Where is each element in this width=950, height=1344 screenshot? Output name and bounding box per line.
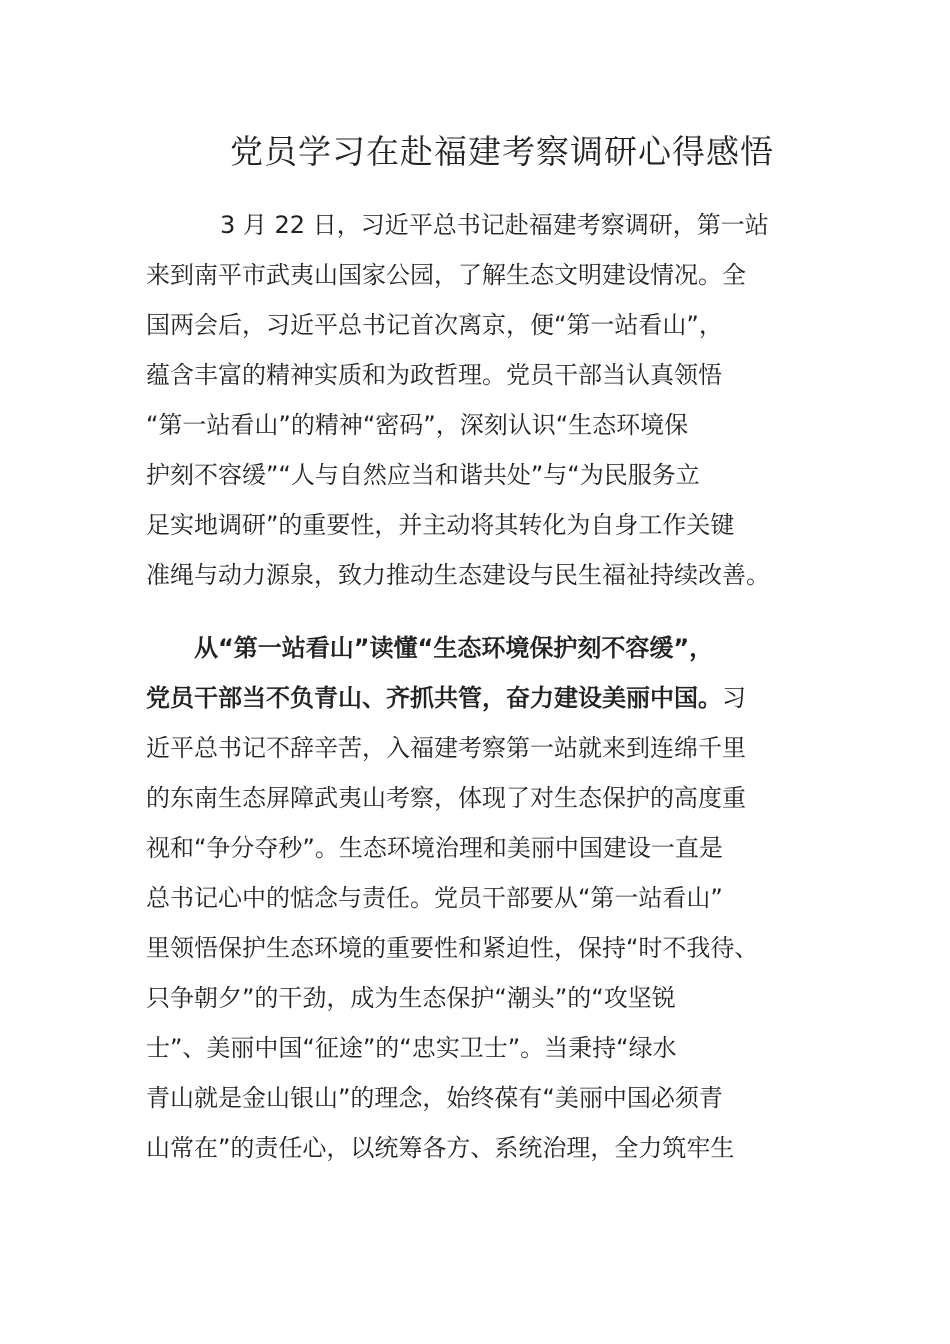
paragraph-line: 视和“争分夺秒”。生态环境治理和美丽中国建设一直是	[146, 834, 723, 862]
paragraph-line: 准绳与动力源泉，致力推动生态建设与民生福祉持续改善。	[146, 561, 770, 589]
paragraph-line: 山常在”的责任心，以统筹各方、系统治理，全力筑牢生	[146, 1134, 735, 1162]
section-body-start: 习	[722, 684, 746, 712]
paragraph-line: 士”、美丽中国“征途”的“忠实卫士”。当秉持“绿水	[146, 1034, 677, 1062]
section-heading-line-2	[146, 673, 746, 723]
section-heading-line: 从“第一站看山”读懂“生态环境保护刻不容缓”，	[194, 634, 714, 662]
paragraph-line: 来到南平市武夷山国家公园，了解生态文明建设情况。全	[146, 261, 746, 289]
paragraph-line: 国两会后，习近平总书记首次离京，便“第一站看山”，	[146, 311, 723, 339]
section-heading-text: 党员干部当不负青山、齐抓共管，奋力建设美丽中国。	[146, 684, 722, 712]
paragraph-line: 青山就是金山银山”的理念，始终葆有“美丽中国必须青	[146, 1084, 723, 1112]
paragraph-line: 3 月 22 日，习近平总书记赴福建考察调研，第一站	[220, 211, 769, 239]
paragraph-line: 足实地调研”的重要性，并主动将其转化为自身工作关键	[146, 511, 735, 539]
paragraph-line: “第一站看山”的精神“密码”，深刻认识“生态环境保	[146, 411, 689, 439]
paragraph-line: 护刻不容缓”“人与自然应当和谐共处”与“为民服务立	[146, 461, 700, 489]
paragraph-line: 总书记心中的惦念与责任。党员干部要从“第一站看山”	[146, 884, 723, 912]
paragraph-line: 蕴含丰富的精神实质和为政哲理。党员干部当认真领悟	[146, 361, 722, 389]
document-title: 党员学习在赴福建考察调研心得感悟	[230, 132, 774, 171]
paragraph-line: 只争朝夕”的干劲，成为生态保护“潮头”的“攻坚锐	[146, 984, 676, 1012]
paragraph-line: 里领悟保护生态环境的重要性和紧迫性，保持“时不我待、	[146, 934, 759, 962]
paragraph-line: 近平总书记不辞辛苦，入福建考察第一站就来到连绵千里	[146, 734, 746, 762]
paragraph-line: 的东南生态屏障武夷山考察，体现了对生态保护的高度重	[146, 784, 746, 812]
